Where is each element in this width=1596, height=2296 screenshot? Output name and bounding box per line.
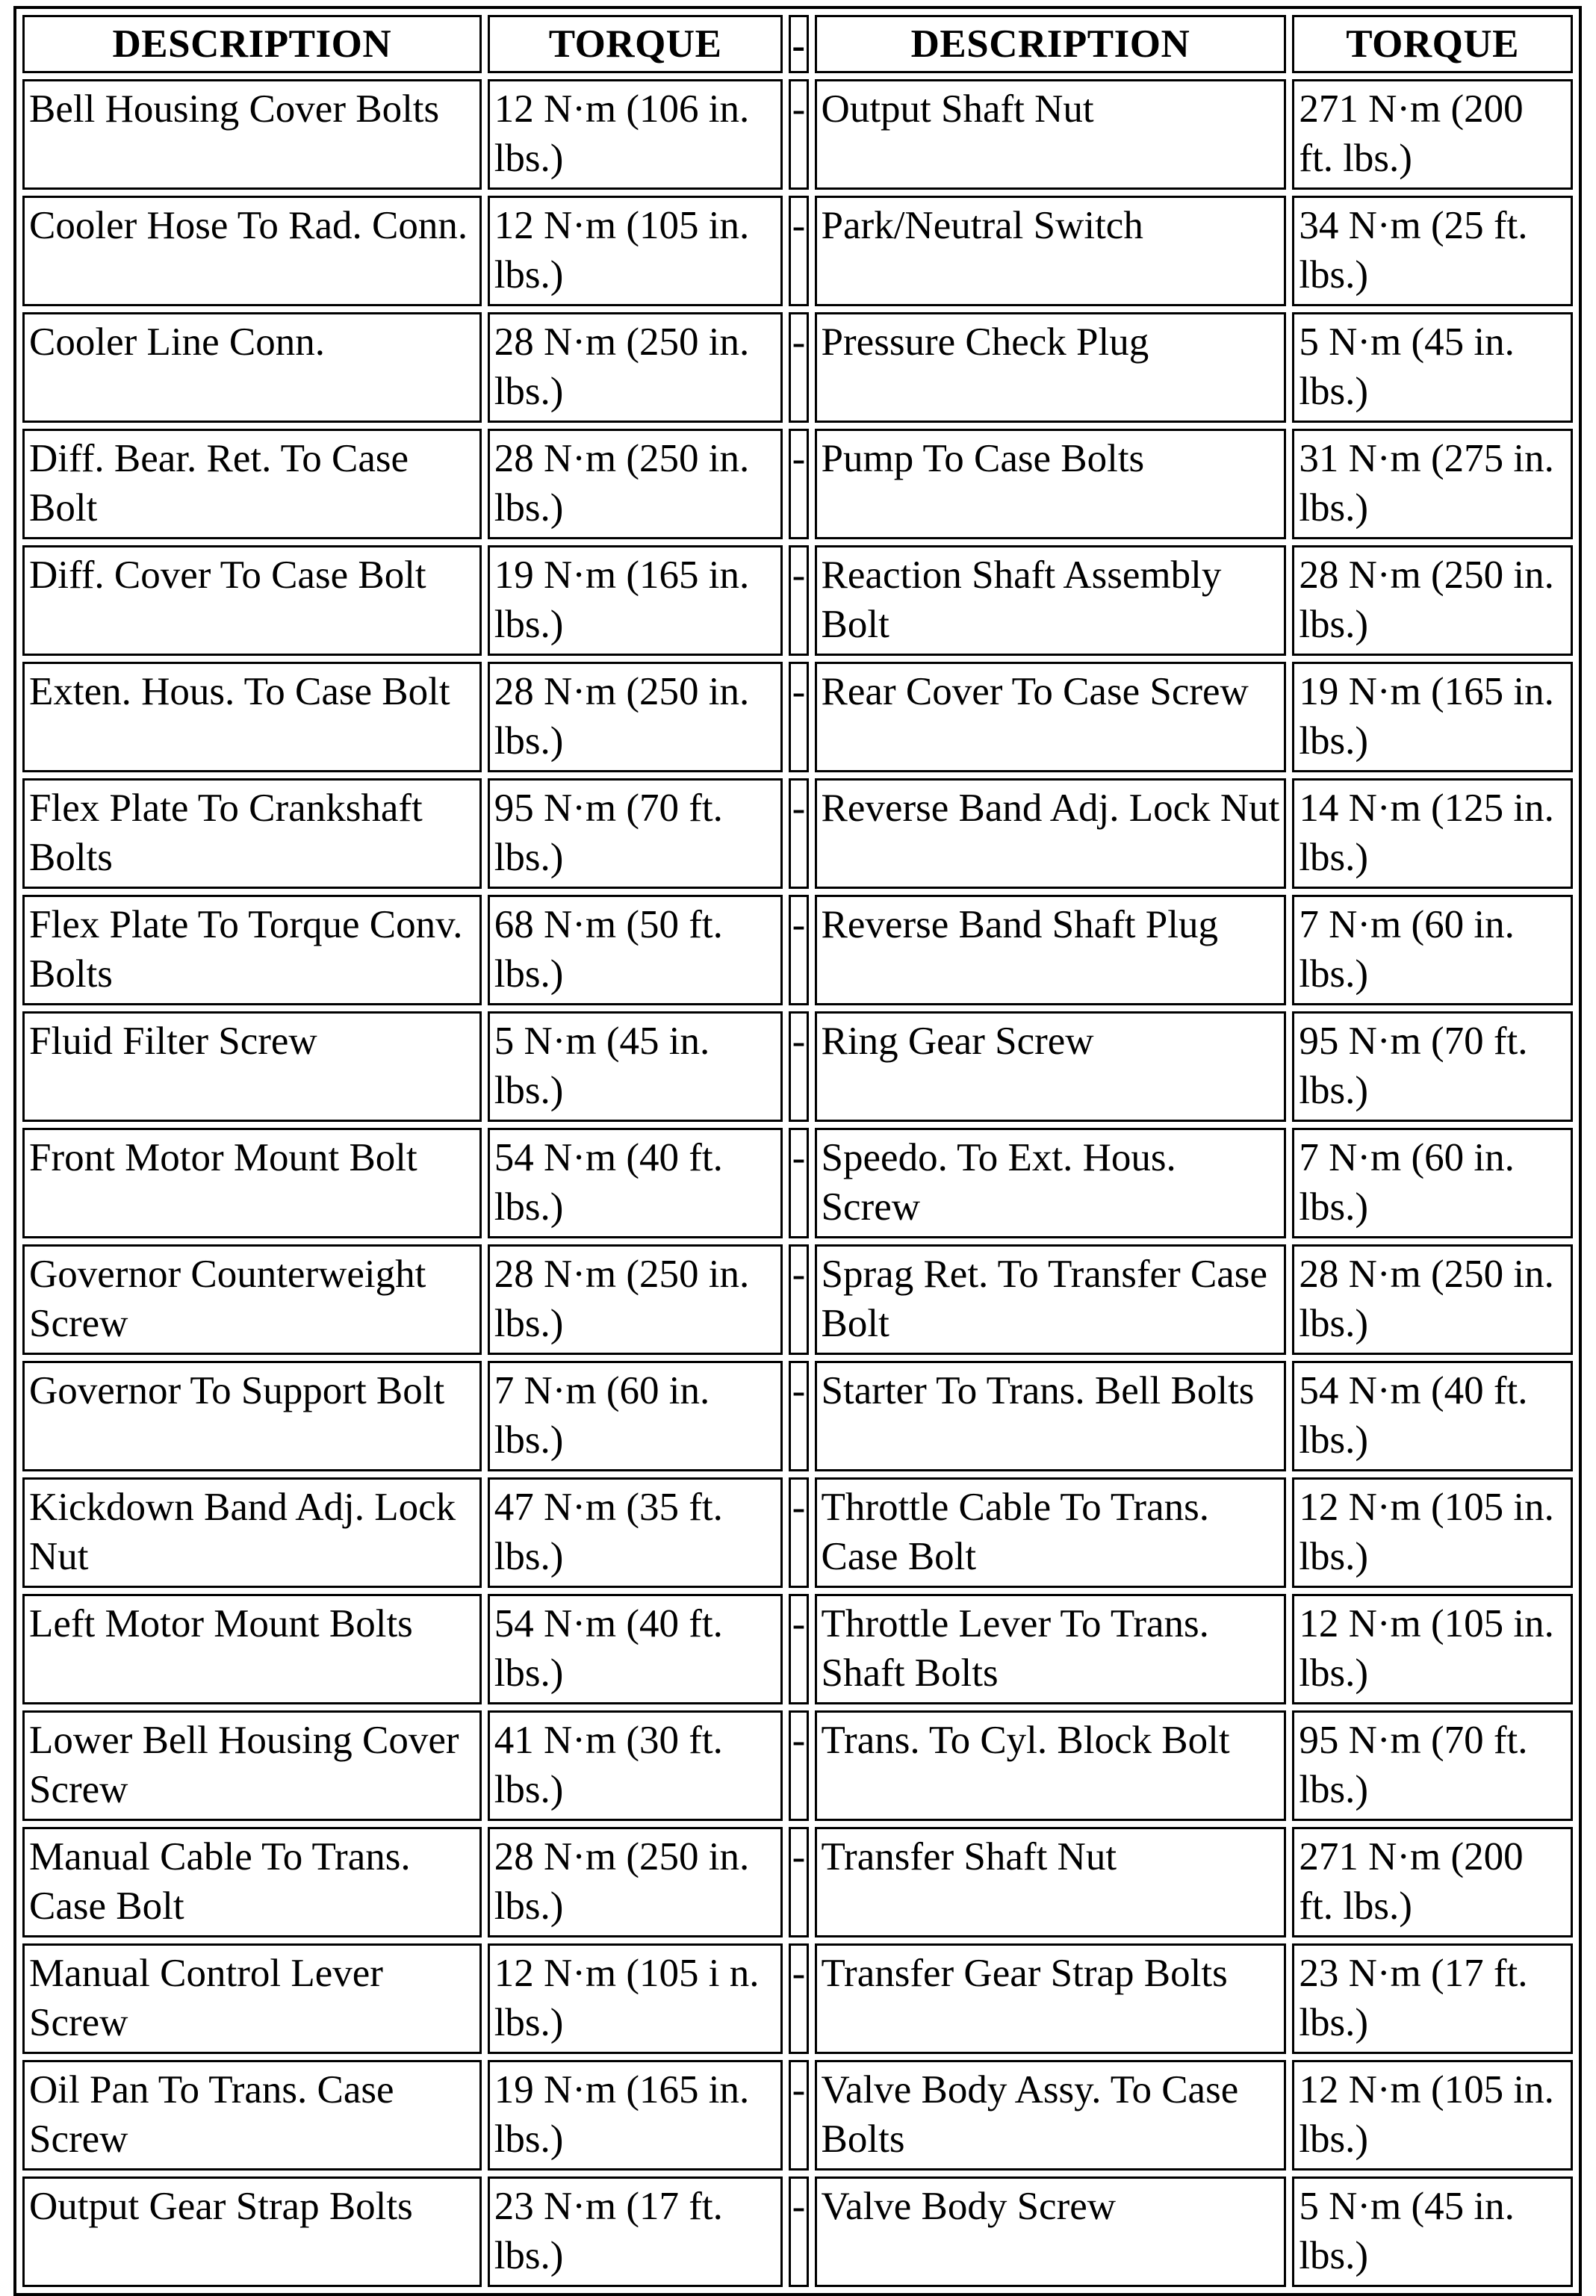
cell-description-right: Park/Neutral Switch — [815, 196, 1287, 306]
cell-separator: - — [789, 1827, 808, 1937]
cell-torque-right: 34 N·m (25 ft. lbs.) — [1292, 196, 1573, 306]
cell-description-left: Cooler Hose To Rad. Conn. — [22, 196, 482, 306]
cell-torque-left: 12 N·m (106 in. lbs.) — [488, 79, 783, 190]
cell-torque-right: 5 N·m (45 in. lbs.) — [1292, 2176, 1573, 2287]
table-row — [22, 196, 1573, 306]
cell-description-right: Starter To Trans. Bell Bolts — [815, 1361, 1287, 1471]
cell-torque-left: 5 N·m (45 in. lbs.) — [488, 1011, 783, 1122]
cell-description-left: Exten. Hous. To Case Bolt — [22, 662, 482, 772]
cell-description-right: Speedo. To Ext. Hous. Screw — [815, 1128, 1287, 1238]
cell-separator: - — [789, 778, 808, 889]
table-row — [22, 778, 1573, 889]
cell-torque-right: 12 N·m (105 in. lbs.) — [1292, 1477, 1573, 1588]
cell-torque-left: 54 N·m (40 ft. lbs.) — [488, 1594, 783, 1704]
table-row — [22, 1477, 1573, 1588]
cell-separator: - — [789, 1244, 808, 1355]
cell-torque-left: 47 N·m (35 ft. lbs.) — [488, 1477, 783, 1588]
table-row — [22, 1361, 1573, 1471]
cell-separator: - — [789, 2060, 808, 2171]
cell-torque-right: 28 N·m (250 in. lbs.) — [1292, 545, 1573, 656]
cell-description-right: Throttle Lever To Trans. Shaft Bolts — [815, 1594, 1287, 1704]
cell-torque-left: 95 N·m (70 ft. lbs.) — [488, 778, 783, 889]
cell-torque-left: 23 N·m (17 ft. lbs.) — [488, 2176, 783, 2287]
cell-description-right: Reverse Band Shaft Plug — [815, 895, 1287, 1005]
table-row — [22, 429, 1573, 539]
torque-spec-table — [13, 6, 1582, 2296]
cell-torque-left: 12 N·m (105 in. lbs.) — [488, 196, 783, 306]
cell-separator: - — [789, 1710, 808, 1821]
cell-description-right: Rear Cover To Case Screw — [815, 662, 1287, 772]
cell-separator: - — [789, 1943, 808, 2054]
cell-description-left: Front Motor Mount Bolt — [22, 1128, 482, 1238]
cell-description-right: Output Shaft Nut — [815, 79, 1287, 190]
table-row — [22, 1244, 1573, 1355]
cell-torque-right: 7 N·m (60 in. lbs.) — [1292, 895, 1573, 1005]
cell-description-left: Governor To Support Bolt — [22, 1361, 482, 1471]
table-row — [22, 1827, 1573, 1937]
cell-torque-left: 19 N·m (165 in. lbs.) — [488, 2060, 783, 2171]
cell-torque-right: 19 N·m (165 in. lbs.) — [1292, 662, 1573, 772]
cell-description-left: Diff. Bear. Ret. To Case Bolt — [22, 429, 482, 539]
cell-separator: - — [789, 545, 808, 656]
table-row — [22, 2060, 1573, 2171]
table-row — [22, 1943, 1573, 2054]
header-torque-right: TORQUE — [1292, 15, 1573, 73]
cell-torque-left: 19 N·m (165 in. lbs.) — [488, 545, 783, 656]
cell-description-left: Cooler Line Conn. — [22, 312, 482, 423]
cell-separator: - — [789, 1128, 808, 1238]
cell-torque-right: 23 N·m (17 ft. lbs.) — [1292, 1943, 1573, 2054]
cell-torque-left: 7 N·m (60 in. lbs.) — [488, 1361, 783, 1471]
cell-description-right: Valve Body Screw — [815, 2176, 1287, 2287]
cell-separator: - — [789, 196, 808, 306]
cell-separator: - — [789, 1011, 808, 1122]
cell-torque-left: 28 N·m (250 in. lbs.) — [488, 429, 783, 539]
table-row — [22, 2176, 1573, 2287]
cell-description-left: Manual Control Lever Screw — [22, 1943, 482, 2054]
cell-description-right: Transfer Shaft Nut — [815, 1827, 1287, 1937]
cell-description-left: Lower Bell Housing Cover Screw — [22, 1710, 482, 1821]
cell-separator: - — [789, 662, 808, 772]
cell-separator: - — [789, 1361, 808, 1471]
header-row — [22, 15, 1573, 73]
cell-description-right: Trans. To Cyl. Block Bolt — [815, 1710, 1287, 1821]
cell-description-right: Pressure Check Plug — [815, 312, 1287, 423]
cell-torque-right: 12 N·m (105 in. lbs.) — [1292, 2060, 1573, 2171]
table-row — [22, 1710, 1573, 1821]
table-row — [22, 662, 1573, 772]
cell-description-right: Ring Gear Screw — [815, 1011, 1287, 1122]
cell-separator: - — [789, 79, 808, 190]
cell-torque-left: 41 N·m (30 ft. lbs.) — [488, 1710, 783, 1821]
cell-torque-right: 7 N·m (60 in. lbs.) — [1292, 1128, 1573, 1238]
cell-separator: - — [789, 312, 808, 423]
table-row — [22, 1128, 1573, 1238]
table-row — [22, 895, 1573, 1005]
cell-description-left: Diff. Cover To Case Bolt — [22, 545, 482, 656]
cell-torque-right: 271 N·m (200 ft. lbs.) — [1292, 79, 1573, 190]
cell-description-left: Kickdown Band Adj. Lock Nut — [22, 1477, 482, 1588]
cell-torque-right: 28 N·m (250 in. lbs.) — [1292, 1244, 1573, 1355]
table-row — [22, 545, 1573, 656]
cell-description-right: Reverse Band Adj. Lock Nut — [815, 778, 1287, 889]
table-header — [22, 15, 1573, 73]
table-row — [22, 79, 1573, 190]
header-description-right: DESCRIPTION — [815, 15, 1287, 73]
cell-torque-right: 12 N·m (105 in. lbs.) — [1292, 1594, 1573, 1704]
cell-description-left: Flex Plate To Crankshaft Bolts — [22, 778, 482, 889]
table-row — [22, 1011, 1573, 1122]
cell-separator: - — [789, 895, 808, 1005]
header-separator: - — [789, 15, 808, 73]
cell-torque-left: 12 N·m (105 i n. lbs.) — [488, 1943, 783, 2054]
cell-separator: - — [789, 1594, 808, 1704]
cell-description-left: Left Motor Mount Bolts — [22, 1594, 482, 1704]
cell-torque-right: 95 N·m (70 ft. lbs.) — [1292, 1710, 1573, 1821]
cell-separator: - — [789, 1477, 808, 1588]
cell-torque-right: 14 N·m (125 in. lbs.) — [1292, 778, 1573, 889]
cell-description-left: Flex Plate To Torque Conv. Bolts — [22, 895, 482, 1005]
cell-description-left: Bell Housing Cover Bolts — [22, 79, 482, 190]
cell-description-right: Sprag Ret. To Transfer Case Bolt — [815, 1244, 1287, 1355]
cell-description-left: Governor Counterweight Screw — [22, 1244, 482, 1355]
cell-description-right: Transfer Gear Strap Bolts — [815, 1943, 1287, 2054]
table-row — [22, 1594, 1573, 1704]
cell-torque-right: 31 N·m (275 in. lbs.) — [1292, 429, 1573, 539]
table-body — [22, 79, 1573, 2287]
cell-torque-left: 28 N·m (250 in. lbs.) — [488, 1244, 783, 1355]
cell-torque-right: 54 N·m (40 ft. lbs.) — [1292, 1361, 1573, 1471]
table-row — [22, 312, 1573, 423]
cell-separator: - — [789, 429, 808, 539]
cell-torque-right: 95 N·m (70 ft. lbs.) — [1292, 1011, 1573, 1122]
cell-description-right: Valve Body Assy. To Case Bolts — [815, 2060, 1287, 2171]
cell-torque-left: 28 N·m (250 in. lbs.) — [488, 662, 783, 772]
cell-torque-left: 68 N·m (50 ft. lbs.) — [488, 895, 783, 1005]
cell-description-right: Reaction Shaft Assembly Bolt — [815, 545, 1287, 656]
cell-description-right: Pump To Case Bolts — [815, 429, 1287, 539]
cell-description-left: Manual Cable To Trans. Case Bolt — [22, 1827, 482, 1937]
header-torque-left: TORQUE — [488, 15, 783, 73]
header-description-left: DESCRIPTION — [22, 15, 482, 73]
cell-torque-right: 5 N·m (45 in. lbs.) — [1292, 312, 1573, 423]
cell-description-right: Throttle Cable To Trans. Case Bolt — [815, 1477, 1287, 1588]
cell-torque-left: 28 N·m (250 in. lbs.) — [488, 1827, 783, 1937]
cell-torque-left: 28 N·m (250 in. lbs.) — [488, 312, 783, 423]
cell-description-left: Oil Pan To Trans. Case Screw — [22, 2060, 482, 2171]
cell-description-left: Output Gear Strap Bolts — [22, 2176, 482, 2287]
cell-separator: - — [789, 2176, 808, 2287]
cell-torque-left: 54 N·m (40 ft. lbs.) — [488, 1128, 783, 1238]
cell-torque-right: 271 N·m (200 ft. lbs.) — [1292, 1827, 1573, 1937]
cell-description-left: Fluid Filter Screw — [22, 1011, 482, 1122]
